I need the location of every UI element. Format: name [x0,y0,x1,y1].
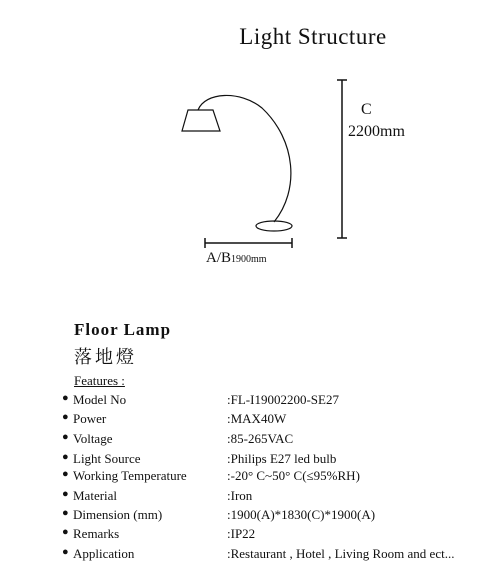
spec-value: :Iron [227,488,253,503]
spec-label: Dimension (mm) [73,507,163,522]
bullet-icon: ● [62,451,69,463]
spec-label: Model No [73,392,127,407]
spec-row-application [0,546,496,565]
bullet-icon: ● [62,392,69,404]
spec-label: Power [73,411,107,426]
spec-label: Material [73,488,118,503]
bullet-icon: ● [62,431,69,443]
spec-row-working-temperature [0,468,496,487]
spec-label: Application [73,546,135,561]
spec-row-voltage [0,431,496,450]
lamp-shade [182,110,220,131]
bullet-icon: ● [62,468,69,480]
bullet-icon: ● [62,546,69,558]
spec-row-model-no [0,392,496,411]
spec-label: Working Temperature [73,468,187,483]
spec-label: Voltage [73,431,113,446]
spec-value: :85-265VAC [227,431,294,446]
spec-label: Remarks [73,526,120,541]
bullet-icon: ● [62,507,69,519]
spec-row-remarks [0,526,496,545]
base-value: 1900mm [231,254,267,265]
base-dimension-line [205,238,292,248]
spec-value: :Restaurant , Hotel , Living Room and ect... [227,546,455,561]
height-letter: C [361,101,372,118]
lamp-base [256,221,292,231]
spec-value: :IP22 [227,526,256,541]
product-name: Floor Lamp [74,320,172,339]
spec-row-dimension [0,507,496,526]
base-letter: A/B [206,250,232,266]
spec-value: :Philips E27 led bulb [227,451,337,466]
spec-value: :FL-I19002200-SE27 [227,392,339,407]
height-dimension-line [337,80,347,238]
bullet-icon: ● [62,488,69,500]
spec-value: :1900(A)*1830(C)*1900(A) [227,507,376,522]
spec-row-power [0,411,496,430]
spec-value: :MAX40W [227,411,287,426]
bullet-icon: ● [62,526,69,538]
features-heading: Features : [74,373,125,388]
page-title: Light Structure [239,24,387,49]
bullet-icon: ● [62,411,69,423]
spec-row-material [0,488,496,507]
product-name-chinese: 落地燈 [74,347,137,368]
lamp-arc-arm [198,95,291,222]
base-dimension-label [206,250,267,267]
spec-label: Light Source [73,451,141,466]
spec-value: :-20° C~50° C(≤95%RH) [227,468,360,483]
height-value: 2200mm [348,123,405,140]
